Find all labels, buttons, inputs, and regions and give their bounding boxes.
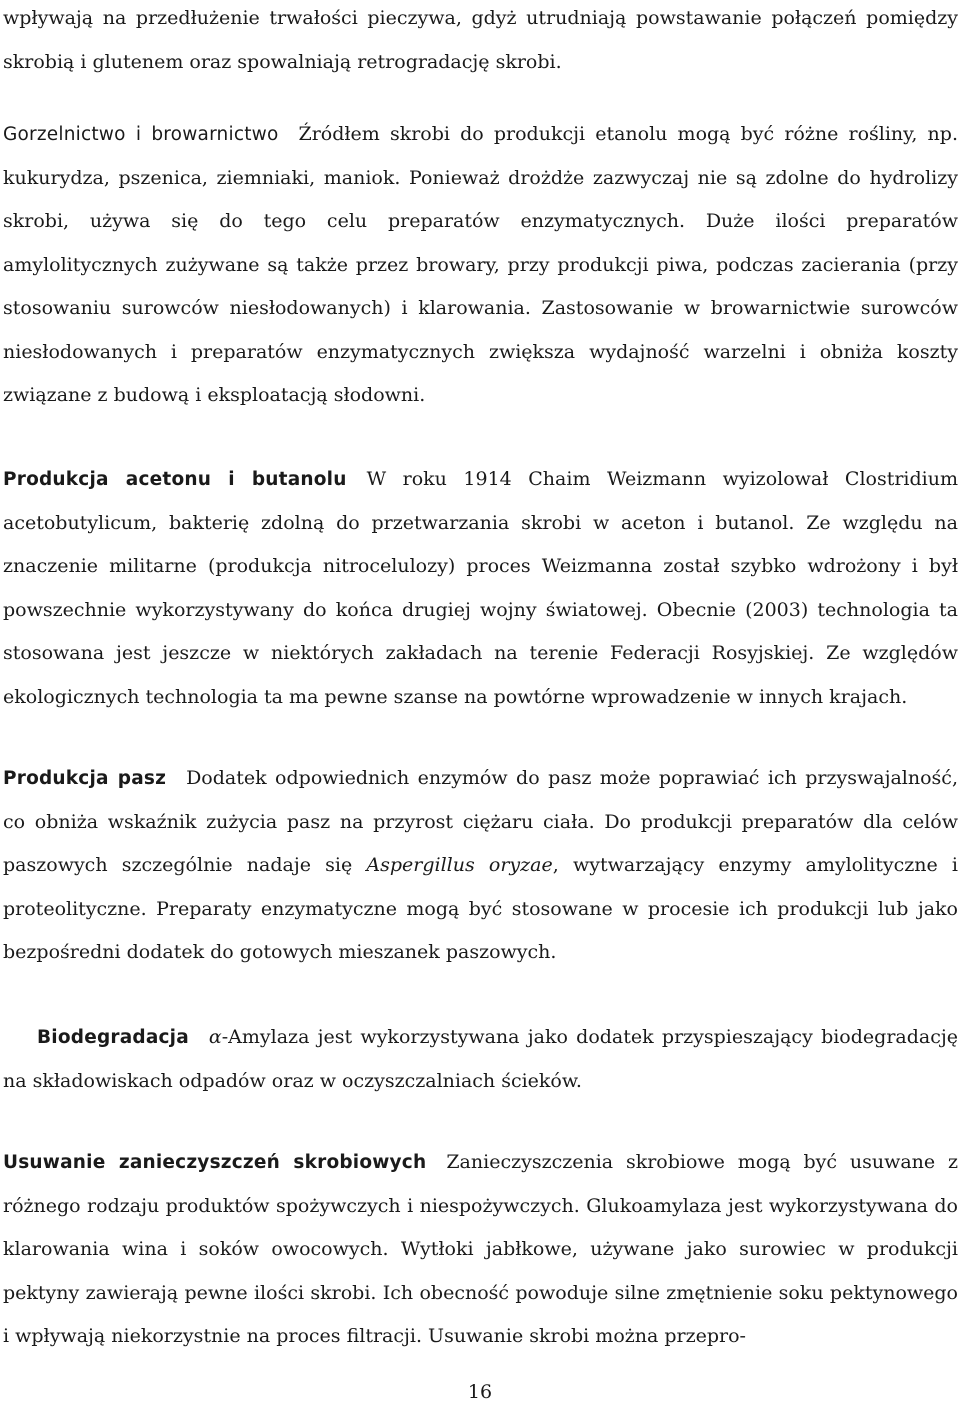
section-heading: Produkcja pasz <box>3 768 167 789</box>
section-biodegradacja <box>3 1016 958 1103</box>
page-number: 16 <box>467 1381 493 1403</box>
section-pasze <box>3 757 958 975</box>
intro-text: wpływają na przedłużenie trwałości pieczywa, gdyż utrudniają powstawanie połączeń pomiędzy skrobią i glutenem oraz spowalniają retrogradację skrobi. <box>3 7 958 73</box>
section-body: W roku 1914 Chaim Weizmann wyizolował Clostridium acetobutylicum, bakterię zdolną do przetwarzania skrobi w aceton i butanol. Ze względu na znaczenie militarne (produkcja nitrocelulozy) proces Weizmanna został szybko wdrożony i był powszechnie wykorzystywany do końca drugiej wojny światowej. Obecnie (2003) technologia ta stosowana jest jeszcze w niektórych zakładach na terenie Federacji Rosyjskiej. Ze względów ekologicznych technologia ta ma pewne szanse na powtórne wprowadzenie w innych krajach. <box>3 468 958 708</box>
section-body: Zanieczyszczenia skrobiowe mogą być usuwane z różnego rodzaju produktów spożywczych i niespożywczych. Glukoamylaza jest wykorzystywana do klarowania wina i soków owocowych. Wytłoki jabłkowe, używane jako surowiec w produkcji pektyny zawierają pewne ilości skrobi. Ich obecność powoduje silne zmętnienie soku pektynowego i wpływają niekorzystnie na proces filtracji. Usuwanie skrobi można przepro- <box>3 1151 958 1347</box>
alpha-symbol: α <box>208 1026 222 1048</box>
section-usuwanie <box>3 1141 958 1359</box>
section-heading: Gorzelnictwo i browarnictwo <box>3 124 279 145</box>
intro-paragraph <box>3 0 958 84</box>
section-body-after: , wytwarzający enzymy amylolityczne i proteolityczne. Preparaty enzymatyczne mogą być stosowane w procesie ich produkcji lub jako bezpośredni dodatek do gotowych mieszanek paszowych. <box>3 854 958 963</box>
species-name: Aspergillus oryzae <box>366 854 553 876</box>
section-aceton-butanol <box>3 458 958 719</box>
section-gorzelnictwo <box>3 113 958 418</box>
section-body: -Amylaza jest wykorzystywana jako dodatek przyspieszający biodegradację na składowiskach odpadów oraz w oczyszczalniach ścieków. <box>3 1026 958 1092</box>
section-heading: Usuwanie zanieczyszczeń skrobiowych <box>3 1152 427 1173</box>
section-body-before: Dodatek odpowiednich enzymów do pasz może poprawiać ich przyswajalność, co obniża wskaźnik zużycia pasz na przyrost ciężaru ciała. Do produkcji preparatów dla celów paszowych szczególnie nadaje się <box>3 767 958 876</box>
section-body: Źródłem skrobi do produkcji etanolu mogą być różne rośliny, np. kukurydza, pszenica, ziemniaki, maniok. Ponieważ drożdże zazwyczaj nie są zdolne do hydrolizy skrobi, używa się do tego celu preparatów enzymatycznych. Duże ilości preparatów amylolitycznych zużywane są także przez browary, przy produkcji piwa, podczas zacierania (przy stosowaniu surowców niesłodowanych) i klarowania. Zastosowanie w browarnictwie surowców niesłodowanych i preparatów enzymatycznych zwiększa wydajność warzelni i obniża koszty związane z budową i eksploatacją słodowni. <box>3 123 958 406</box>
section-heading: Biodegradacja <box>37 1027 189 1048</box>
section-heading: Produkcja acetonu i butanolu <box>3 469 347 490</box>
